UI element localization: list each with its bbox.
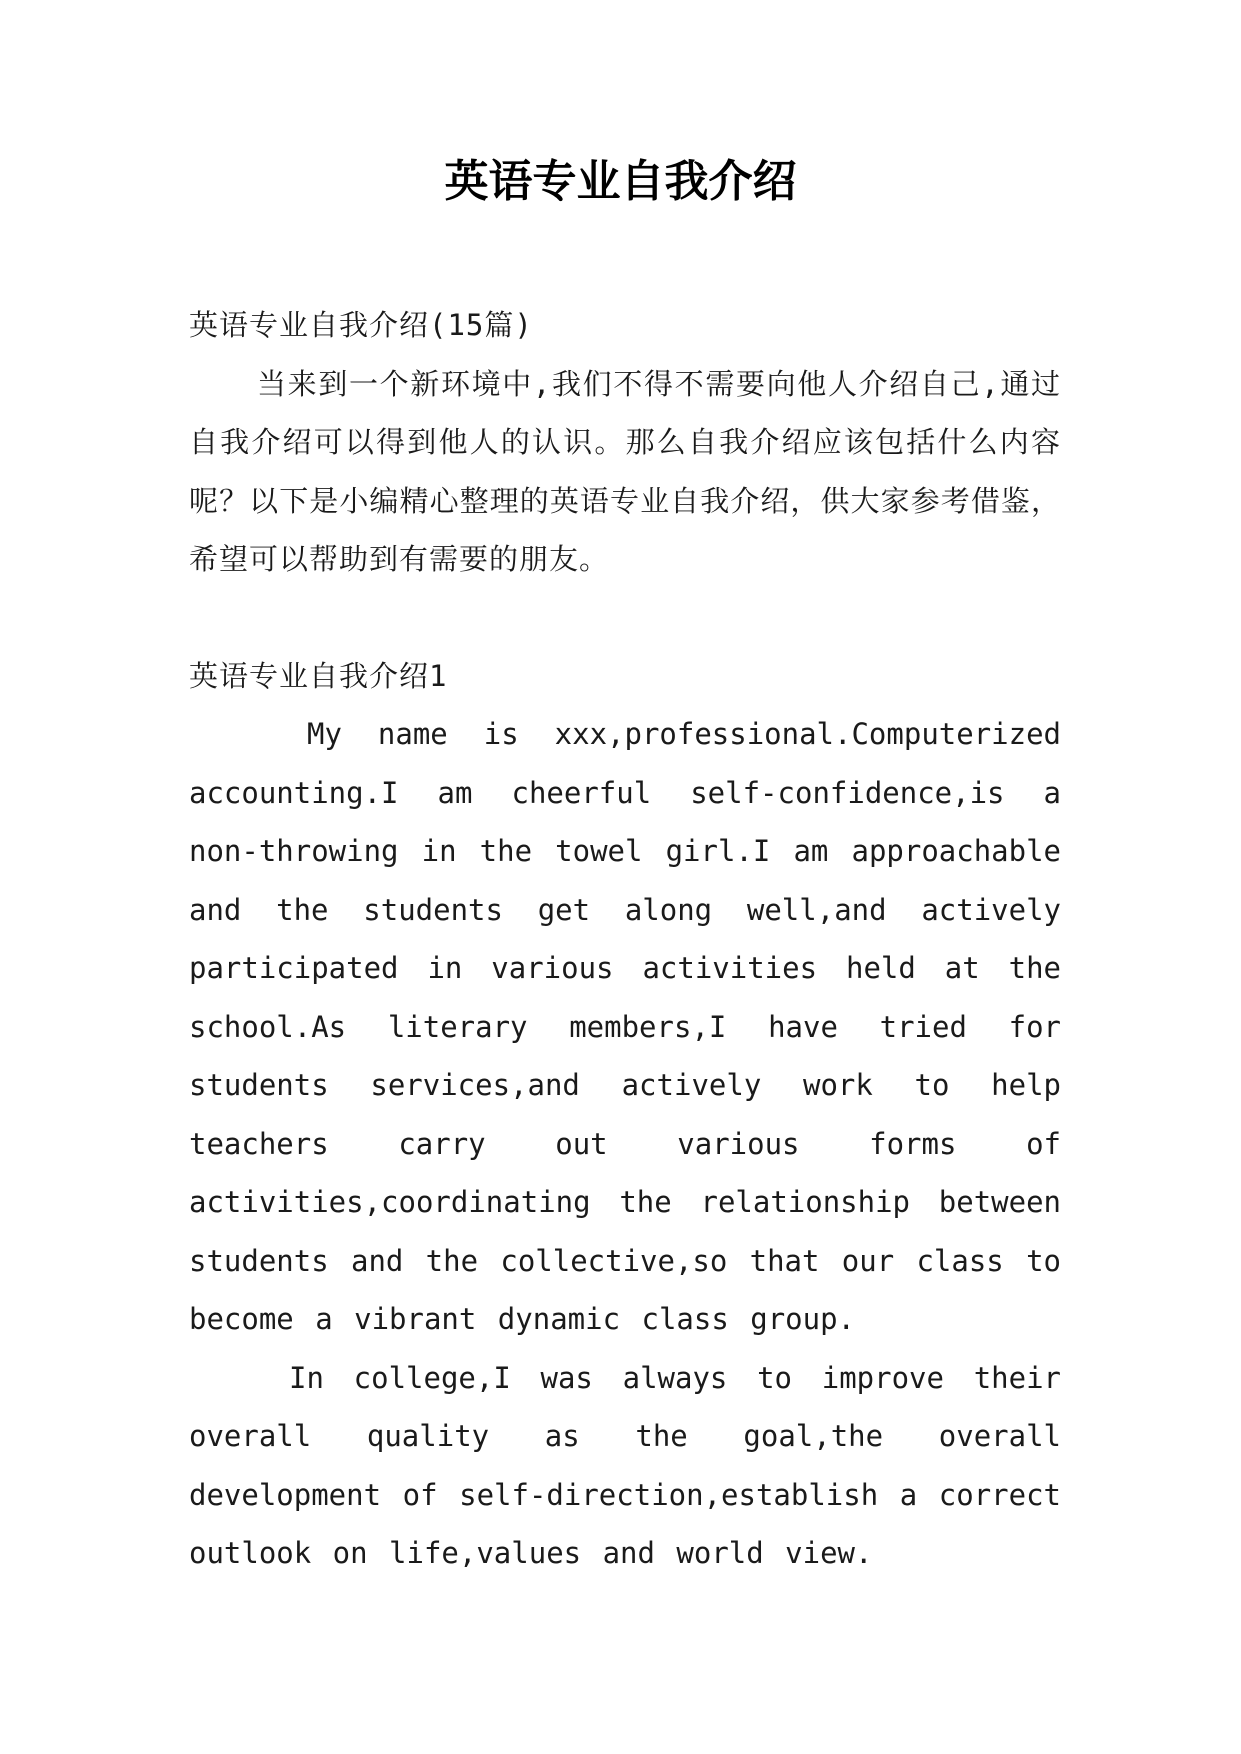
intro-paragraph: 当来到一个新环境中,我们不得不需要向他人介绍自己,通过自我介绍可以得到他人的认识。那么自我介绍应该包括什么内容呢？以下是小编精心整理的英语专业自我介绍，供大家参考借鉴，希望可以帮助到有需要的朋友。 <box>189 366 1061 576</box>
body-paragraph: My name is xxx,professional.Computerized accounting.I am cheerful self-confidence,is a non-throwing in the towel girl.I am approachable and the students get along well,and actively participated in various activities held at the school.As literary members,I have tried for students services,and actively work to help teachers carry out various forms of activities,coordinating the relationship between students and the collective,so that our class to become a vibrant dynamic class group. <box>189 717 1061 1336</box>
body-paragraph: In college,I was always to improve their overall quality as the goal,the overall development of self-direction,establish a correct outlook on life,values and world view. <box>189 1360 1061 1570</box>
document-subtitle: 英语专业自我介绍(15篇) <box>189 308 533 342</box>
paragraph-gap <box>189 589 1061 647</box>
document-title: 英语专业自我介绍 <box>444 156 797 207</box>
section-heading: 英语专业自我介绍1 <box>189 658 448 693</box>
document-body <box>189 296 1061 1583</box>
